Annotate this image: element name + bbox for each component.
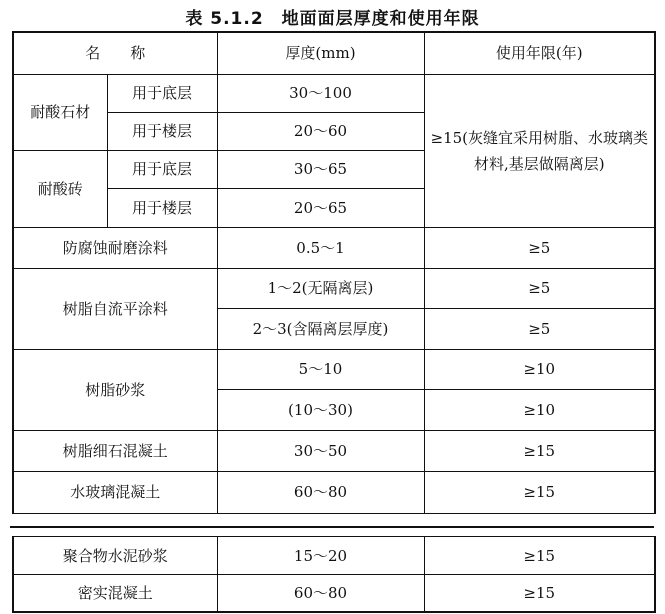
header-row: [13, 32, 655, 74]
row-thickness: 20～65: [217, 188, 424, 227]
row-name: 树脂细石混凝土: [13, 430, 217, 471]
row-name: 树脂自流平涂料: [13, 268, 217, 349]
row-life: ≥10: [424, 349, 655, 389]
row-thickness: 15～20: [217, 537, 424, 575]
row-subname: 用于楼层: [107, 188, 217, 227]
header-thickness: 厚度(mm): [217, 32, 424, 74]
row-life: ≥5: [424, 268, 655, 308]
table-row: [13, 471, 655, 513]
row-life: ≥15(灰缝宜采用树脂、水玻璃类材料,基层做隔离层): [424, 74, 655, 227]
row-name: 密实混凝土: [13, 575, 217, 612]
row-name: 耐酸石材: [13, 74, 107, 150]
section-divider: [10, 526, 654, 528]
row-thickness: 30～100: [217, 74, 424, 112]
table-title: 表 5.1.2 地面面层厚度和使用年限: [185, 9, 480, 29]
row-name: 聚合物水泥砂浆: [13, 537, 217, 575]
floor-surface-table: [12, 31, 656, 514]
floor-surface-table-continued: [12, 536, 656, 613]
row-thickness: 0.5～1: [217, 227, 424, 268]
table-row: [13, 227, 655, 268]
table-row: [13, 74, 655, 112]
row-thickness: 30～65: [217, 150, 424, 188]
row-thickness: 60～80: [217, 471, 424, 513]
row-thickness: 2～3(含隔离层厚度): [217, 308, 424, 349]
row-thickness: 60～80: [217, 575, 424, 612]
header-life: 使用年限(年): [424, 32, 655, 74]
row-subname: 用于底层: [107, 74, 217, 112]
row-life: ≥15: [424, 430, 655, 471]
row-thickness: 20～60: [217, 112, 424, 150]
row-thickness: 30～50: [217, 430, 424, 471]
row-life: ≥15: [424, 575, 655, 612]
row-life: ≥15: [424, 537, 655, 575]
row-subname: 用于楼层: [107, 112, 217, 150]
row-name: 耐酸砖: [13, 150, 107, 227]
table-row: [13, 537, 655, 575]
row-subname: 用于底层: [107, 150, 217, 188]
row-life: ≥5: [424, 227, 655, 268]
row-name: 水玻璃混凝土: [13, 471, 217, 513]
row-thickness: 5～10: [217, 349, 424, 389]
row-thickness: 1～2(无隔离层): [217, 268, 424, 308]
table-row: [13, 349, 655, 389]
table-row: [13, 575, 655, 612]
row-name: 防腐蚀耐磨涂料: [13, 227, 217, 268]
row-life: ≥10: [424, 389, 655, 430]
table-row: [13, 268, 655, 308]
row-name: 树脂砂浆: [13, 349, 217, 430]
header-name: 名 称: [13, 32, 217, 74]
row-life: ≥15: [424, 471, 655, 513]
table-row: [13, 430, 655, 471]
row-life: ≥5: [424, 308, 655, 349]
row-thickness: (10～30): [217, 389, 424, 430]
